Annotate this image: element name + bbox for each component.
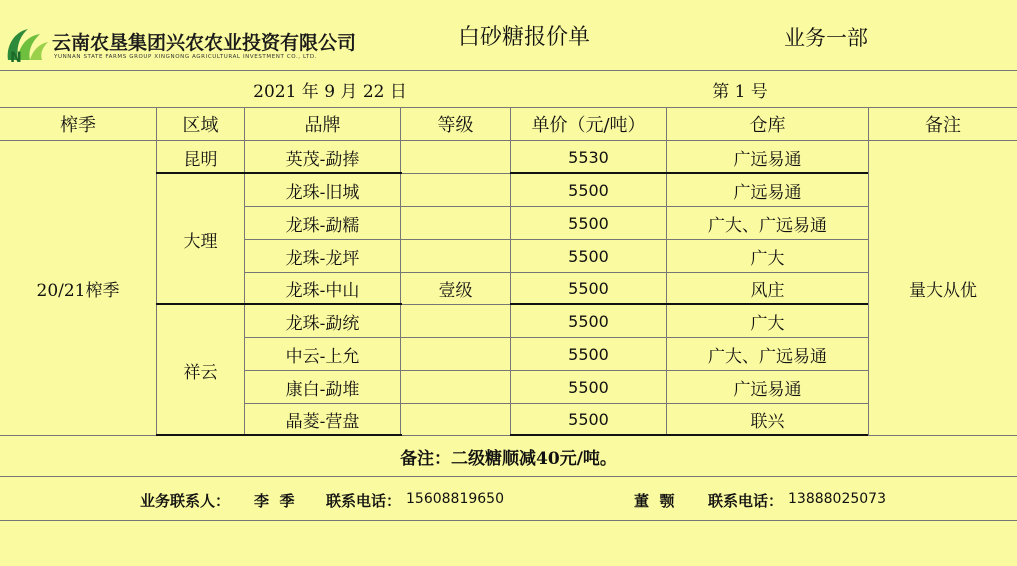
- warehouse-cell: 广大: [750, 313, 785, 334]
- warehouse-cell: 广远易通: [733, 182, 802, 203]
- col-header-region: 区域: [182, 115, 219, 136]
- col-header-season: 榨季: [60, 115, 96, 136]
- brand-cell: 中云-上允: [285, 346, 360, 367]
- warehouse-cell: 风庄: [750, 281, 785, 301]
- warehouse-cell: 广远易通: [733, 149, 802, 170]
- contact-phone-1: 15608819650: [406, 491, 504, 507]
- warehouse-cell: 广远易通: [733, 379, 802, 400]
- col-header-brand: 品牌: [304, 115, 341, 136]
- brand-cell: 龙珠-勐糯: [285, 215, 360, 236]
- contact-phone-label-2: 联系电话：: [708, 492, 784, 510]
- brand-cell: 龙珠-中山: [285, 281, 360, 301]
- contact-phone-2: 13888025073: [788, 491, 886, 507]
- quote-number: 第 1 号: [712, 81, 768, 102]
- contact-phone-label-1: 联系电话：: [326, 492, 402, 510]
- region-kunming: 昆明: [183, 149, 218, 170]
- warehouse-cell: 联兴: [750, 412, 785, 432]
- quote-date: 2021 年 9 月 22 日: [253, 81, 407, 102]
- brand-cell: 康白-勐堆: [285, 379, 360, 400]
- brand-cell: 龙珠-勐统: [285, 313, 360, 334]
- company-subtitle: YUNNAN STATE FARMS GROUP XINGNONG AGRICULTURAL INVESTMENT CO., LTD.: [54, 54, 318, 60]
- region-xiangyun: 祥云: [183, 362, 218, 383]
- region-dali: 大理: [183, 231, 218, 252]
- warehouse-cell: 广大、广远易通: [708, 346, 827, 367]
- col-header-price: 单价（元/吨）: [531, 115, 646, 136]
- company-name: 云南农垦集团兴农农业投资有限公司: [52, 32, 357, 54]
- brand-cell: 龙珠-旧城: [285, 182, 360, 203]
- price-cell: 5500: [568, 377, 609, 397]
- price-cell: 5500: [568, 279, 609, 298]
- col-header-warehouse: 仓库: [749, 115, 786, 136]
- price-cell: 5500: [568, 213, 609, 233]
- company-logo-icon: [4, 26, 50, 66]
- brand-cell: 晶菱-营盘: [285, 412, 360, 432]
- price-cell: 5500: [568, 246, 609, 266]
- warehouse-cell: 广大: [750, 248, 785, 269]
- svg-text:N: N: [10, 50, 22, 66]
- contact-person-2: 董 颚: [634, 492, 675, 510]
- price-cell: 5500: [568, 180, 609, 200]
- price-cell: 5500: [568, 410, 609, 429]
- document-title: 白砂糖报价单: [458, 25, 591, 50]
- contact-person-1: 李 季: [254, 492, 295, 510]
- brand-cell: 英茂-勐捧: [285, 149, 360, 170]
- footnote: 备注：二级糖顺减40元/吨。: [400, 448, 617, 469]
- department-label: 业务一部: [784, 26, 868, 50]
- col-header-remark: 备注: [925, 115, 961, 136]
- remark-cell: 量大从优: [909, 280, 977, 301]
- season-cell: 20/21榨季: [36, 280, 120, 301]
- contact-label: 业务联系人：: [140, 492, 231, 510]
- price-cell: 5500: [568, 344, 609, 364]
- warehouse-cell: 广大、广远易通: [708, 215, 827, 236]
- brand-cell: 龙珠-龙坪: [285, 248, 360, 269]
- price-cell: 5530: [568, 147, 609, 167]
- price-cell: 5500: [568, 311, 609, 331]
- col-header-grade: 等级: [437, 115, 474, 136]
- grade-cell: 壹级: [438, 280, 473, 301]
